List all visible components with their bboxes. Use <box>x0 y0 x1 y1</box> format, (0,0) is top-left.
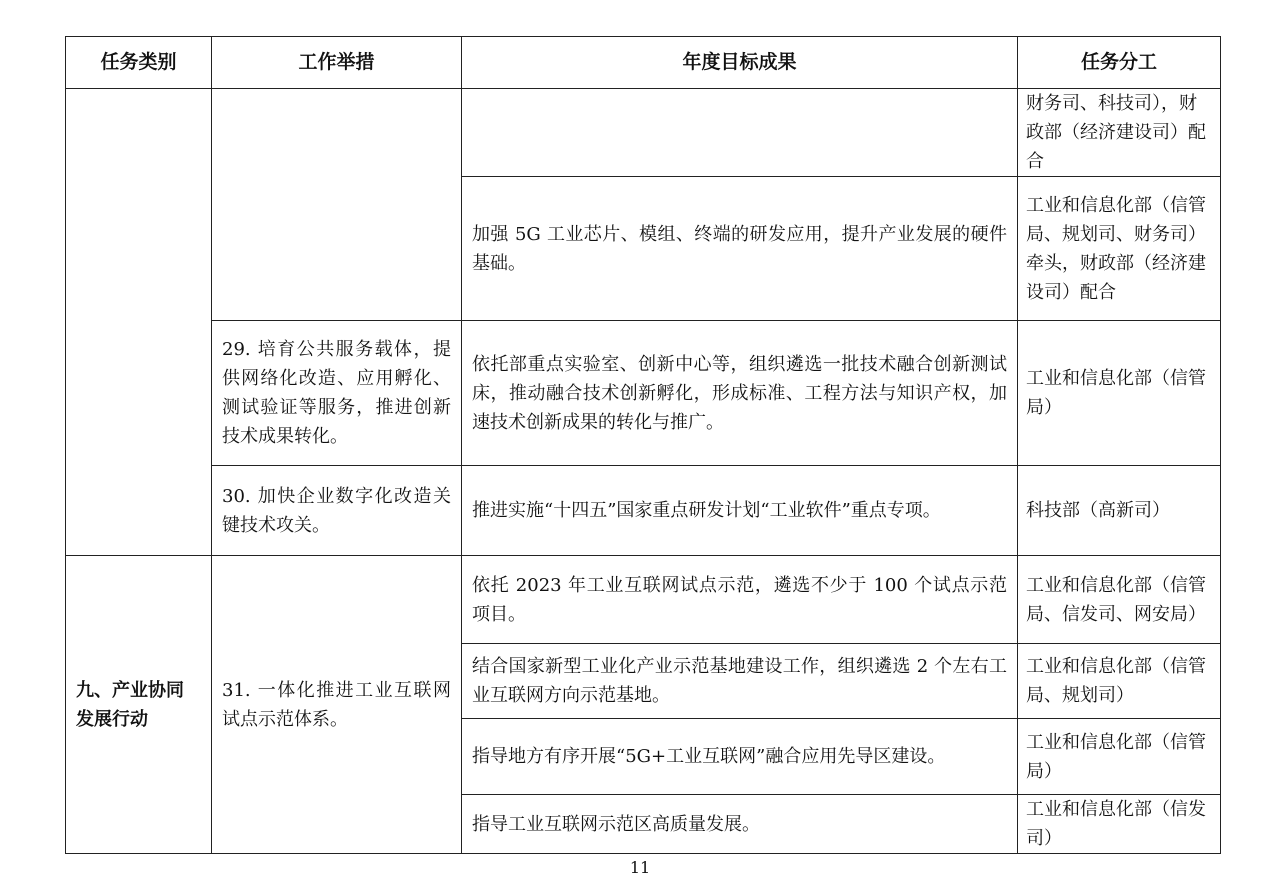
division-cell: 工业和信息化部（信管局） <box>1018 719 1221 795</box>
division-cell: 工业和信息化部（信管局、规划司） <box>1018 644 1221 719</box>
division-cell: 财务司、科技司），财政部（经济建设司）配合 <box>1018 89 1221 177</box>
goal-cell: 指导地方有序开展“5G+工业互联网”融合应用先导区建设。 <box>462 719 1018 795</box>
division-cell: 工业和信息化部（信管局、信发司、网安局） <box>1018 556 1221 644</box>
table-row <box>66 466 1221 556</box>
page-number: 11 <box>629 858 651 877</box>
goal-cell: 指导工业互联网示范区高质量发展。 <box>462 795 1018 854</box>
division-cell: 工业和信息化部（信管局） <box>1018 321 1221 466</box>
goal-cell <box>462 89 1018 177</box>
measure-cell: 29. 培育公共服务载体，提供网络化改造、应用孵化、测试验证等服务，推进创新技术成果转化。 <box>212 321 462 466</box>
measure-cell: 30. 加快企业数字化改造关键技术攻关。 <box>212 466 462 556</box>
goal-cell: 依托部重点实验室、创新中心等，组织遴选一批技术融合创新测试床，推动融合技术创新孵化，形成标准、工程方法与知识产权，加速技术创新成果的转化与推广。 <box>462 321 1018 466</box>
division-cell: 工业和信息化部（信管局、规划司、财务司）牵头，财政部（经济建设司）配合 <box>1018 177 1221 321</box>
measure-cell <box>212 89 462 321</box>
table-row <box>66 556 1221 644</box>
header-goal: 年度目标成果 <box>462 37 1018 89</box>
header-division: 任务分工 <box>1018 37 1221 89</box>
task-table <box>65 36 1221 854</box>
goal-cell: 加强 5G 工业芯片、模组、终端的研发应用，提升产业发展的硬件基础。 <box>462 177 1018 321</box>
goal-cell: 推进实施“十四五”国家重点研发计划“工业软件”重点专项。 <box>462 466 1018 556</box>
header-measure: 工作举措 <box>212 37 462 89</box>
measure-cell: 31. 一体化推进工业互联网试点示范体系。 <box>212 556 462 854</box>
goal-cell: 结合国家新型工业化产业示范基地建设工作，组织遴选 2 个左右工业互联网方向示范基地。 <box>462 644 1018 719</box>
header-category: 任务类别 <box>66 37 212 89</box>
table-row <box>66 89 1221 177</box>
table-header-row <box>66 37 1221 89</box>
goal-cell: 依托 2023 年工业互联网试点示范，遴选不少于 100 个试点示范项目。 <box>462 556 1018 644</box>
division-cell: 科技部（高新司） <box>1018 466 1221 556</box>
category-cell <box>66 89 212 556</box>
category-cell: 九、产业协同发展行动 <box>66 556 212 854</box>
table-row <box>66 321 1221 466</box>
division-cell: 工业和信息化部（信发司） <box>1018 795 1221 854</box>
